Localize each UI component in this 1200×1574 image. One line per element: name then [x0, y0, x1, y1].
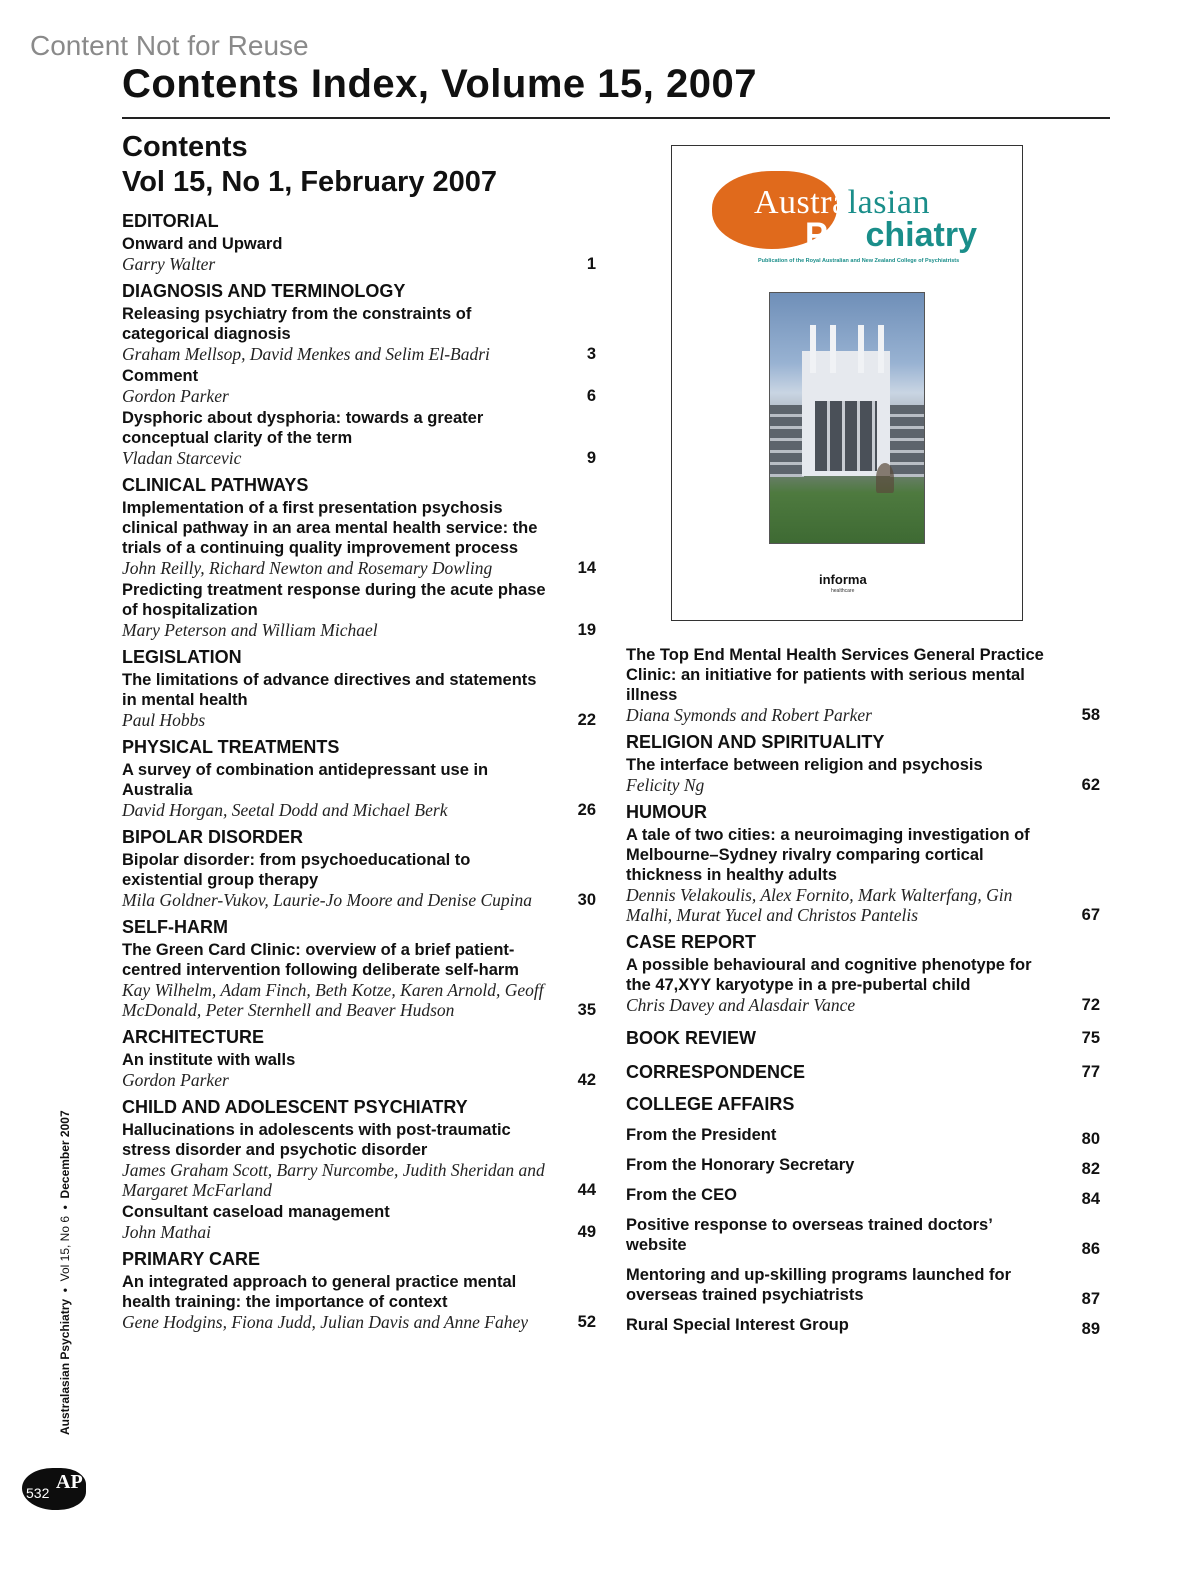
section-heading: COLLEGE AFFAIRS: [626, 1094, 795, 1114]
cover-photo: [769, 292, 925, 544]
section-heading: HUMOUR: [626, 802, 707, 822]
section-heading: EDITORIAL: [122, 211, 219, 231]
entry-authors: Garry Walter: [122, 254, 216, 274]
toc-entry: [626, 1315, 1104, 1338]
entry-authors: John Mathai: [122, 1222, 211, 1242]
entry-authors: Felicity Ng: [626, 775, 705, 795]
section-heading: ARCHITECTURE: [122, 1027, 264, 1047]
entry-authors: Graham Mellsop, David Menkes and Selim El-Badri: [122, 344, 490, 364]
spine-footer: [50, 1080, 80, 1440]
section-heading: RELIGION AND SPIRITUALITY: [626, 732, 885, 752]
toc-section: [122, 1026, 600, 1090]
toc-section: [626, 645, 1104, 725]
entry-authors: John Reilly, Richard Newton and Rosemary Dowling: [122, 558, 493, 578]
entry-page-number: 19: [577, 621, 596, 639]
entry-title: The Top End Mental Health Services General Practice Clinic: an initiative for patients with serious mental illness: [626, 646, 1044, 704]
journal-cover: [671, 145, 1023, 621]
entry-title: Predicting treatment response during the acute phase of hospitalization: [122, 581, 546, 619]
entry-page-number: 72: [1081, 996, 1100, 1014]
toc-entry: [626, 755, 1104, 795]
toc-entry: [122, 408, 600, 468]
toc-section: [122, 210, 600, 274]
entry-title: Rural Special Interest Group: [626, 1316, 849, 1334]
entry-title: Consultant caseload management: [122, 1203, 390, 1221]
entry-page-number: 80: [1081, 1130, 1100, 1148]
toc-entry: [626, 1215, 1104, 1258]
section-heading: CHILD AND ADOLESCENT PSYCHIATRY: [122, 1097, 468, 1117]
page-title: Contents Index, Volume 15, 2007: [122, 62, 757, 106]
entry-title: Releasing psychiatry from the constraints of categorical diagnosis: [122, 305, 472, 343]
entry-authors: Mila Goldner-Vukov, Laurie-Jo Moore and Denise Cupina: [122, 890, 533, 910]
section-heading: SELF-HARM: [122, 917, 228, 937]
toc-entry: [122, 1120, 600, 1200]
toc-entry: [626, 1155, 1104, 1178]
page-number-badge: [22, 1468, 86, 1510]
entry-page-number: 89: [1081, 1320, 1100, 1338]
toc-section: [122, 736, 600, 820]
entry-title: A tale of two cities: a neuroimaging investigation of Melbourne–Sydney rivalry comparing cortical thickness in healthy adults: [626, 826, 1030, 884]
entry-page-number: 26: [577, 801, 596, 819]
entry-page-number: 6: [586, 387, 596, 405]
toc-entry: [626, 1185, 1104, 1208]
toc-entry: [122, 366, 600, 406]
section-heading: CLINICAL PATHWAYS: [122, 475, 309, 495]
entry-page-number: 77: [1081, 1063, 1100, 1081]
entry-authors: David Horgan, Seetal Dodd and Michael Berk: [122, 800, 448, 820]
entry-authors: Gene Hodgins, Fiona Judd, Julian Davis and Anne Fahey: [122, 1312, 528, 1332]
toc-entry: [626, 1265, 1104, 1308]
toc-entry: [122, 234, 600, 274]
toc-section: [122, 916, 600, 1020]
entry-page-number: 22: [577, 711, 596, 729]
entry-page-number: 52: [577, 1313, 596, 1331]
section-heading: BOOK REVIEW: [626, 1028, 757, 1048]
entry-title: Implementation of a first presentation psychosis clinical pathway in an area mental health service: the trials of a continuing quality improvement process: [122, 499, 538, 557]
section-heading: DIAGNOSIS AND TERMINOLOGY: [122, 281, 406, 301]
entry-page-number: 1: [586, 255, 596, 273]
toc-section: [626, 931, 1104, 1015]
entry-title: Positive response to overseas trained doctors’ website: [626, 1216, 992, 1254]
toc-entry: [626, 955, 1104, 1015]
entry-page-number: 84: [1081, 1190, 1100, 1208]
journal-logo: AP: [56, 1471, 83, 1493]
contents-heading: [122, 130, 497, 200]
entry-page-number: 75: [1081, 1029, 1100, 1047]
building-windows: [815, 401, 877, 471]
building-pillar: [810, 325, 816, 373]
entry-title: Onward and Upward: [122, 235, 283, 253]
building-wing-right: [890, 405, 924, 477]
entry-authors: Chris Davey and Alasdair Vance: [626, 995, 856, 1015]
section-heading: PHYSICAL TREATMENTS: [122, 737, 340, 757]
right-column: [626, 643, 1104, 1338]
entry-authors: Diana Symonds and Robert Parker: [626, 705, 872, 725]
cover-subtitle: Publication of the Royal Australian and New Zealand College of Psychiatrists: [758, 258, 960, 264]
toc-entry: [122, 498, 600, 578]
entry-page-number: 44: [577, 1181, 596, 1199]
toc-entry: [122, 760, 600, 820]
toc-entry: [122, 850, 600, 910]
toc-entry: [122, 670, 600, 730]
entry-title: Hallucinations in adolescents with post-traumatic stress disorder and psychotic disorder: [122, 1121, 511, 1159]
section-heading: LEGISLATION: [122, 647, 242, 667]
publisher-logo: informa: [819, 572, 867, 587]
entry-page-number: 3: [586, 345, 596, 363]
entry-title: An integrated approach to general practice mental health training: the importance of context: [122, 1273, 517, 1311]
entry-authors: Dennis Velakoulis, Alex Fornito, Mark Walterfang, Gin Malhi, Murat Yucel and Christos Pantelis: [626, 885, 1013, 925]
entry-title: A survey of combination antidepressant use in Australia: [122, 761, 489, 799]
entry-page-number: 86: [1081, 1240, 1100, 1258]
toc-entry: [122, 1272, 600, 1332]
toc-entry: [122, 1050, 600, 1090]
entry-title: Comment: [122, 367, 199, 385]
entry-page-number: 87: [1081, 1290, 1100, 1308]
title-rule: [122, 117, 1110, 119]
building-pillar: [830, 325, 836, 373]
entry-page-number: 9: [586, 449, 596, 467]
section-heading-with-page: [626, 1061, 1104, 1083]
toc-section: [122, 280, 600, 468]
entry-title: The limitations of advance directives and statements in mental health: [122, 671, 537, 709]
entry-authors: Paul Hobbs: [122, 710, 206, 730]
entry-title: Dysphoric about dysphoria: towards a greater conceptual clarity of the term: [122, 409, 484, 447]
spine-text: Australasian Psychiatry • Vol 15, No 6 • December 2007: [58, 1110, 72, 1435]
page-number: 532: [26, 1485, 50, 1501]
section-heading: PRIMARY CARE: [122, 1249, 261, 1269]
toc-entry: [122, 940, 600, 1020]
building-pillar: [858, 325, 864, 373]
entry-authors: Kay Wilhelm, Adam Finch, Beth Kotze, Karen Arnold, Geoff McDonald, Peter Sternhell and Beaver Hudson: [122, 980, 544, 1020]
toc-entry: [626, 825, 1104, 925]
toc-section: [122, 1248, 600, 1332]
entry-page-number: 42: [577, 1071, 596, 1089]
issue-label: Vol 15, No 1, February 2007: [122, 166, 498, 198]
entry-page-number: 67: [1081, 906, 1100, 924]
cover-title-line2: Psychiatry: [805, 216, 977, 254]
toc-section: [122, 474, 600, 640]
toc-section: [626, 731, 1104, 795]
entry-page-number: 14: [577, 559, 596, 577]
entry-title: The Green Card Clinic: overview of a brief patient-centred intervention following deliberate self-harm: [122, 941, 519, 979]
publisher-sub: healthcare: [831, 588, 855, 594]
entry-page-number: 30: [577, 891, 596, 909]
toc-entry: [626, 1125, 1104, 1148]
toc-entry: [122, 580, 600, 640]
section-heading: CORRESPONDENCE: [626, 1062, 806, 1082]
entry-page-number: 82: [1081, 1160, 1100, 1178]
toc-section: [626, 801, 1104, 925]
entry-authors: James Graham Scott, Barry Nurcombe, Judith Sheridan and Margaret McFarland: [122, 1160, 545, 1200]
section-heading: CASE REPORT: [626, 932, 757, 952]
entry-authors: Gordon Parker: [122, 1070, 229, 1090]
section-heading: BIPOLAR DISORDER: [122, 827, 304, 847]
contents-label: Contents: [122, 131, 248, 163]
entry-title: Bipolar disorder: from psychoeducational to existential group therapy: [122, 851, 471, 889]
toc-entry: [122, 1202, 600, 1242]
cover-title-line1: Australasian: [754, 184, 930, 221]
toc-section: [626, 1093, 1104, 1338]
entry-title: From the Honorary Secretary: [626, 1156, 855, 1174]
entry-authors: Mary Peterson and William Michael: [122, 620, 378, 640]
entry-authors: Gordon Parker: [122, 386, 229, 406]
entry-title: Mentoring and up-skilling programs launched for overseas trained psychiatrists: [626, 1266, 1012, 1304]
toc-section: [122, 646, 600, 730]
toc-entry: [626, 645, 1104, 725]
entry-page-number: 58: [1081, 706, 1100, 724]
section-heading-with-page: [626, 1027, 1104, 1049]
entry-title: From the President: [626, 1126, 777, 1144]
entry-title: A possible behavioural and cognitive phenotype for the 47,XYY karyotype in a pre-pubertal child: [626, 956, 1032, 994]
toc-section: [122, 1096, 600, 1242]
building-pillar: [878, 325, 884, 373]
entry-title: From the CEO: [626, 1186, 737, 1204]
entry-title: An institute with walls: [122, 1051, 296, 1069]
toc-entry: [122, 304, 600, 364]
tree: [876, 463, 894, 493]
entry-page-number: 62: [1081, 776, 1100, 794]
watermark: Content Not for Reuse: [30, 30, 309, 61]
entry-authors: Vladan Starcevic: [122, 448, 242, 468]
entry-page-number: 49: [577, 1223, 596, 1241]
entry-page-number: 35: [577, 1001, 596, 1019]
toc-section: [122, 826, 600, 910]
entry-title: The interface between religion and psychosis: [626, 756, 983, 774]
left-column: [122, 204, 600, 1332]
building-wing-left: [770, 405, 804, 477]
